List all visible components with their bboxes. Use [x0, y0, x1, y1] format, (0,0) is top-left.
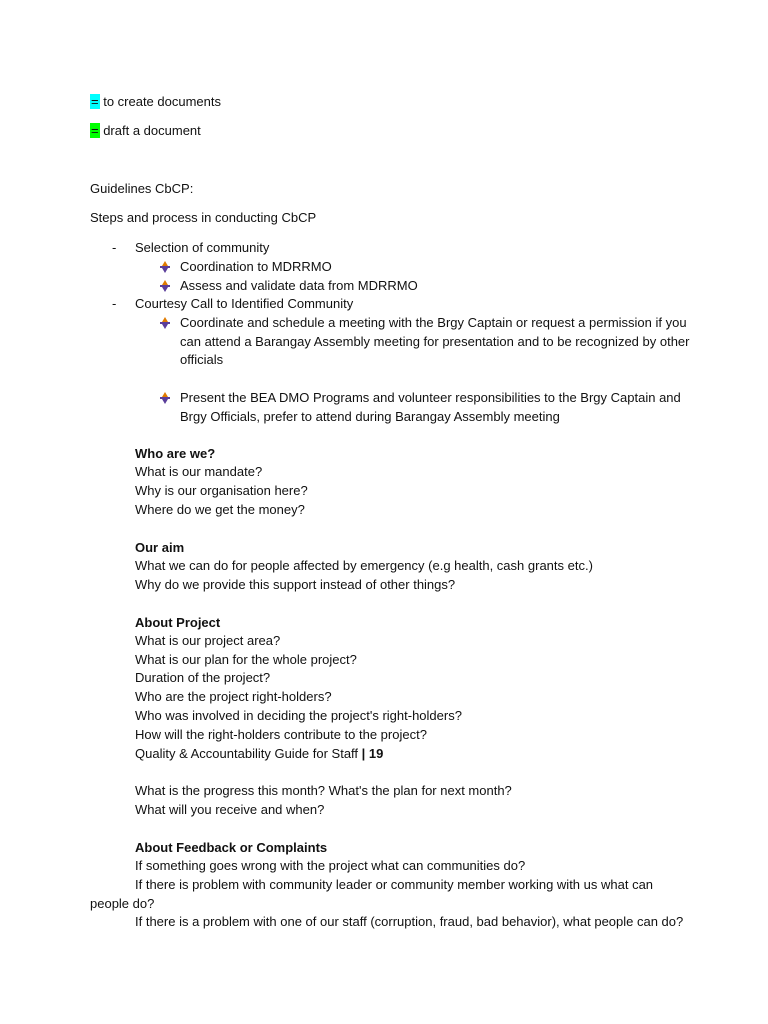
question-line: How will the right-holders contribute to the project?: [135, 727, 427, 742]
question-line: What is our project area?: [135, 633, 281, 648]
guide-reference: Quality & Accountability Guide for Staff | 19: [135, 746, 384, 761]
arrow-bullet-icon: [158, 316, 172, 330]
list-item: Coordination to MDRRMO: [180, 259, 332, 274]
question-line: Where do we get the money?: [135, 502, 305, 517]
question-line: What is the progress this month? What's the plan for next month?: [135, 783, 512, 798]
green-highlight-marker: =: [91, 123, 99, 138]
arrow-bullet-icon: [158, 279, 172, 293]
dash-bullet: -: [112, 240, 117, 255]
arrow-bullet-icon: [158, 260, 172, 274]
question-line: Why do we provide this support instead of other things?: [135, 577, 456, 592]
list-item-line: can attend a Barangay Assembly meeting for presentation and to be recognized by other: [180, 334, 690, 349]
question-line: Who are the project right-holders?: [135, 689, 332, 704]
question-line: Who was involved in deciding the project's right-holders?: [135, 708, 462, 723]
section-heading-aim: Our aim: [135, 540, 185, 555]
question-line: What is our plan for the whole project?: [135, 652, 357, 667]
step-selection-of-community: Selection of community: [135, 240, 270, 255]
section-heading-project: About Project: [135, 615, 221, 630]
legend-draft-document: = draft a document: [91, 123, 201, 138]
question-line: Why is our organisation here?: [135, 483, 308, 498]
question-line: If there is a problem with one of our staff (corruption, fraud, bad behavior), what people can do?: [135, 914, 684, 929]
question-line: Duration of the project?: [135, 670, 271, 685]
section-heading-feedback: About Feedback or Complaints: [135, 840, 328, 855]
list-item-line: Coordinate and schedule a meeting with the Brgy Captain or request a permission if you: [180, 315, 687, 330]
list-item-line: officials: [180, 352, 224, 367]
step-courtesy-call: Courtesy Call to Identified Community: [135, 296, 354, 311]
legend-create-documents: = to create documents: [91, 94, 221, 109]
arrow-bullet-icon: [158, 391, 172, 405]
dash-bullet: -: [112, 296, 117, 311]
section-heading-who: Who are we?: [135, 446, 216, 461]
list-item-line: Brgy Officials, prefer to attend during Barangay Assembly meeting: [180, 409, 560, 424]
question-line: If there is problem with community leader or community member working with us what can: [135, 877, 654, 892]
page-title: Guidelines CbCP:: [90, 181, 194, 196]
question-line-continued: people do?: [90, 896, 155, 911]
question-line: What we can do for people affected by emergency (e.g health, cash grants etc.): [135, 558, 593, 573]
question-line: If something goes wrong with the project what can communities do?: [135, 858, 526, 873]
page-number: | 19: [361, 746, 384, 761]
list-item-line: Present the BEA DMO Programs and volunteer responsibilities to the Brgy Captain and: [180, 390, 681, 405]
list-item: Assess and validate data from MDRRMO: [180, 278, 418, 293]
question-line: What will you receive and when?: [135, 802, 325, 817]
cyan-highlight-marker: =: [91, 94, 99, 109]
page-subtitle: Steps and process in conducting CbCP: [90, 210, 317, 225]
question-line: What is our mandate?: [135, 464, 263, 479]
